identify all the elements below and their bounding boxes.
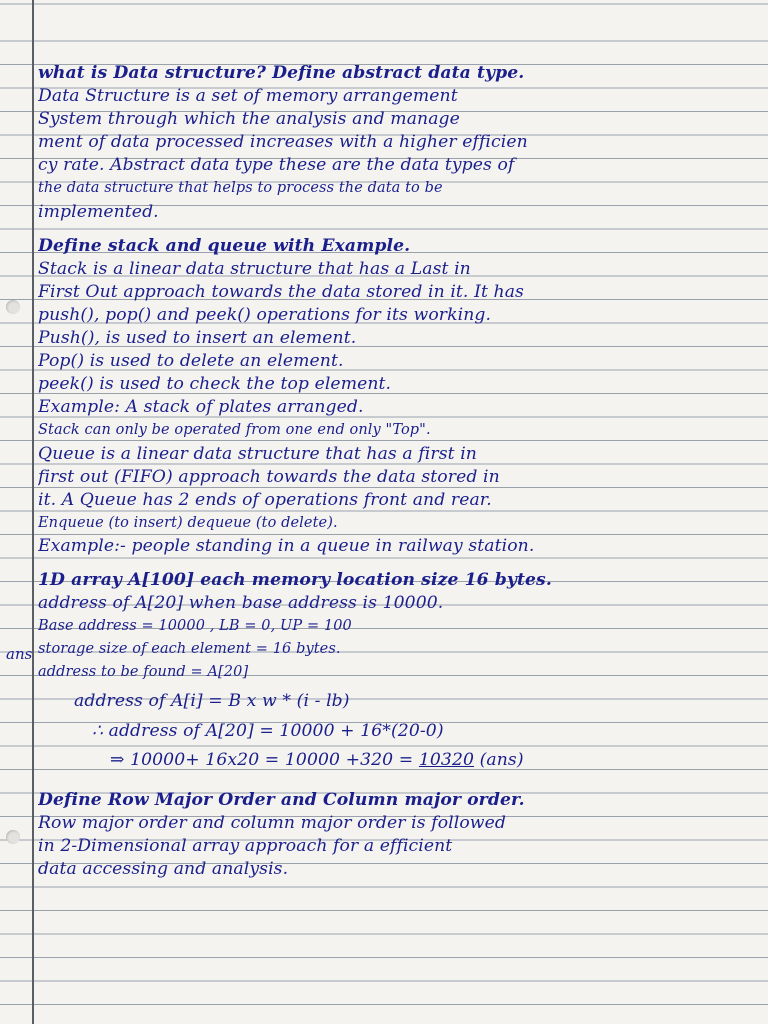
text-line: in 2-Dimensional array approach for a efficient: [38, 835, 453, 856]
margin-line: [32, 0, 34, 1024]
question-line: Define stack and queue with Example.: [38, 235, 411, 256]
question-line: what is Data structure? Define abstract data type.: [38, 63, 525, 83]
ans-margin-label: ans: [6, 645, 33, 663]
punch-hole: [6, 830, 20, 844]
text-line: peek() is used to check the top element.: [38, 374, 392, 395]
text-line: push(), pop() and peek() operations for its working.: [38, 304, 492, 325]
text-line: Data Structure is a set of memory arrangement: [38, 86, 458, 107]
handwritten-notes: [38, 62, 758, 881]
final-answer: 10320: [418, 749, 475, 770]
answer-suffix: (ans): [474, 749, 524, 770]
text-line: first out (FIFO) approach towards the data stored in: [38, 466, 500, 487]
text-line: First Out approach towards the data stored in it. It has: [38, 281, 524, 302]
text-line: cy rate. Abstract data type these are the data types of: [38, 155, 515, 176]
text-line: Enqueue (to insert) dequeue (to delete).: [38, 514, 338, 531]
text-line: address of A[20] when base address is 10000.: [38, 593, 444, 614]
text-line: Row major order and column major order is followed: [38, 812, 506, 833]
text-line: the data structure that helps to process the data to be: [38, 180, 443, 197]
text-line: it. A Queue has 2 ends of operations front and rear.: [38, 489, 492, 510]
text-line: Queue is a linear data structure that has a first in: [38, 443, 477, 464]
punch-hole: [6, 300, 20, 314]
text-line: Push(), is used to insert an element.: [38, 328, 357, 349]
formula-line: ∴ address of A[20] = 10000 + 16*(20-0): [92, 720, 444, 741]
question-line: Define Row Major Order and Column major order.: [38, 789, 525, 810]
question-line: 1D array A[100] each memory location size 16 bytes.: [38, 569, 552, 590]
text-line: Example:- people standing in a queue in railway station.: [38, 535, 535, 556]
text-line: Stack can only be operated from one end only "Top".: [38, 422, 431, 439]
text-line: Base address = 10000 , LB = 0, UP = 100: [38, 618, 352, 635]
text-line: Example: A stack of plates arranged.: [38, 397, 364, 418]
text-line: data accessing and analysis.: [38, 859, 289, 879]
text-line: address to be found = A[20]: [38, 664, 249, 681]
formula-text: ⇒ 10000+ 16x20 = 10000 +320 =: [110, 749, 414, 770]
text-line: storage size of each element = 16 bytes.: [38, 641, 341, 658]
text-line: ment of data processed increases with a higher efficien: [38, 132, 528, 153]
text-line: System through which the analysis and manage: [38, 109, 460, 130]
text-line: Pop() is used to delete an element.: [38, 351, 344, 372]
text-line: implemented.: [38, 201, 159, 222]
formula-line: address of A[i] = B x w * (i - lb): [74, 691, 350, 712]
text-line: Stack is a linear data structure that has a Last in: [38, 258, 471, 279]
formula-line: [38, 749, 758, 772]
